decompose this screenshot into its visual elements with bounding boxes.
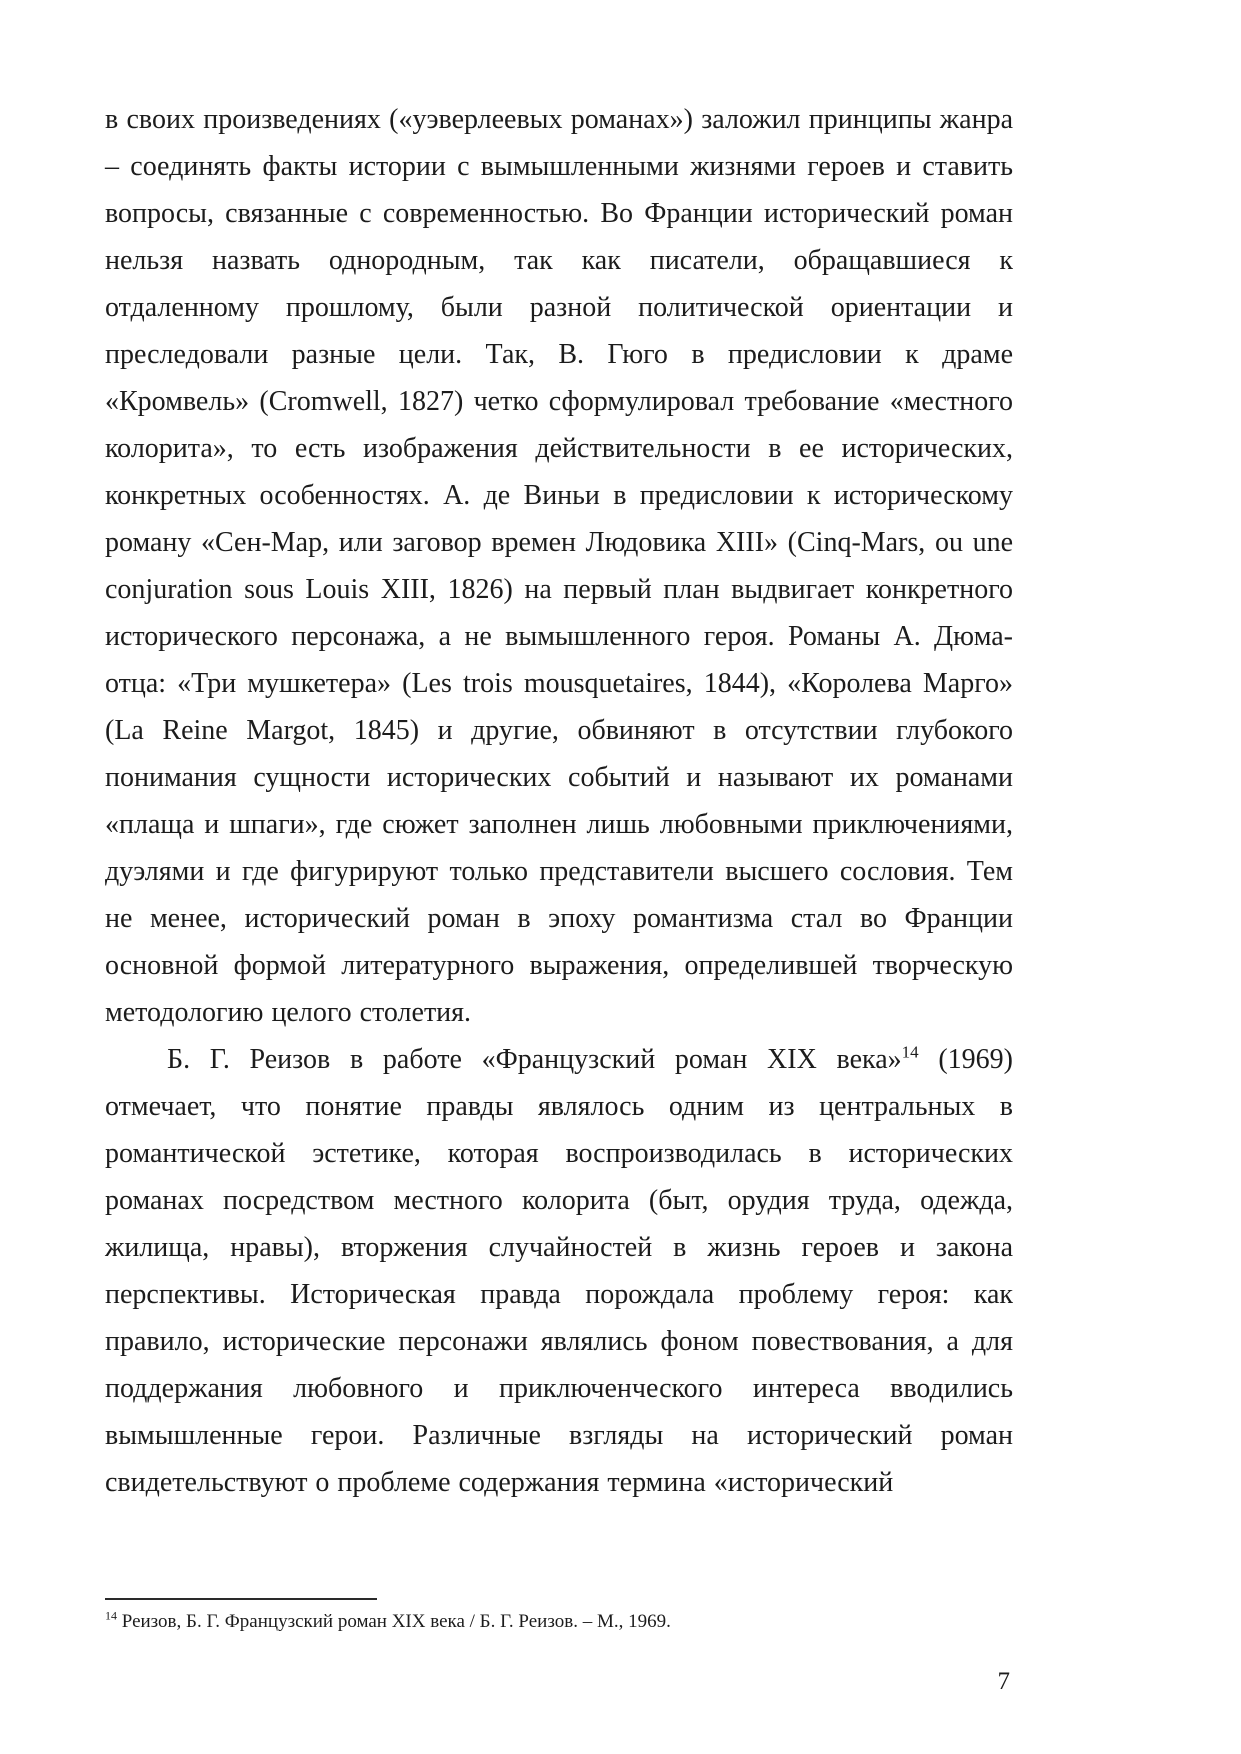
paragraph-reizov bbox=[105, 1036, 1013, 1506]
footnote-separator bbox=[105, 1598, 377, 1600]
text-block bbox=[105, 96, 1013, 1506]
footnote-citation: Реизов, Б. Г. Французский роман XIX века / Б. Г. Реизов. – М., 1969. bbox=[121, 1611, 671, 1632]
paragraph-text-after-ref: (1969) отмечает, что понятие правды являлось одним из центральных в романтической эстетике, которая воспроизводилась в исторических романах посредством местного колорита (быт, орудия труда, одежда, жилища, нравы), вторжения случайностей в жизнь героев и закона перспективы. Историческая правда порождала проблему героя: как правило, исторические персонажи являлись фоном повествования, а для поддержания любовного и приключенческого интереса вводились вымышленные герои. Различные взгляды на исторический роман свидетельствуют о проблеме содержания термина «исторический bbox=[105, 1044, 1013, 1498]
footnote bbox=[105, 1609, 1013, 1635]
footnote-marker: 14 bbox=[105, 1608, 117, 1623]
footnote-reference: 14 bbox=[901, 1042, 919, 1062]
footnote-area bbox=[105, 1598, 1013, 1635]
paragraph-history-novel: в своих произведениях («уэверлеевых романах») заложил принципы жанра – соединять факты истории с вымышленными жизнями героев и ставить вопросы, связанные с современностью. Во Франции исторический роман нельзя назвать однородным, так как писатели, обращавшиеся к отдаленному прошлому, были разной политической ориентации и преследовали разные цели. Так, В. Гюго в предисловии к драме «Кромвель» (Cromwell, 1827) четко сформулировал требование «местного колорита», то есть изображения действительности в ее исторических, конкретных особенностях. А. де Виньи в предисловии к историческому роману «Сен-Мар, или заговор времен Людовика XIII» (Cinq-Mars, ou une conjuration sous Louis XIII, 1826) на первый план выдвигает конкретного исторического персонажа, а не вымышленного героя. Романы А. Дюма-отца: «Три мушкетера» (Les trois mousquetaires, 1844), «Королева Марго» (La Reine Margot, 1845) и другие, обвиняют в отсутствии глубокого понимания сущности исторических событий и называют их романами «плаща и шпаги», где сюжет заполнен лишь любовными приключениями, дуэлями и где фигурируют только представители высшего сословия. Тем не менее, исторический роман в эпоху романтизма стал во Франции основной формой литературного выражения, определившей творческую методологию целого столетия. bbox=[105, 104, 1013, 1028]
paragraph-text-before-ref: Б. Г. Реизов в работе «Французский роман XIX века» bbox=[167, 1044, 902, 1075]
page-number: 7 bbox=[997, 1668, 1010, 1695]
